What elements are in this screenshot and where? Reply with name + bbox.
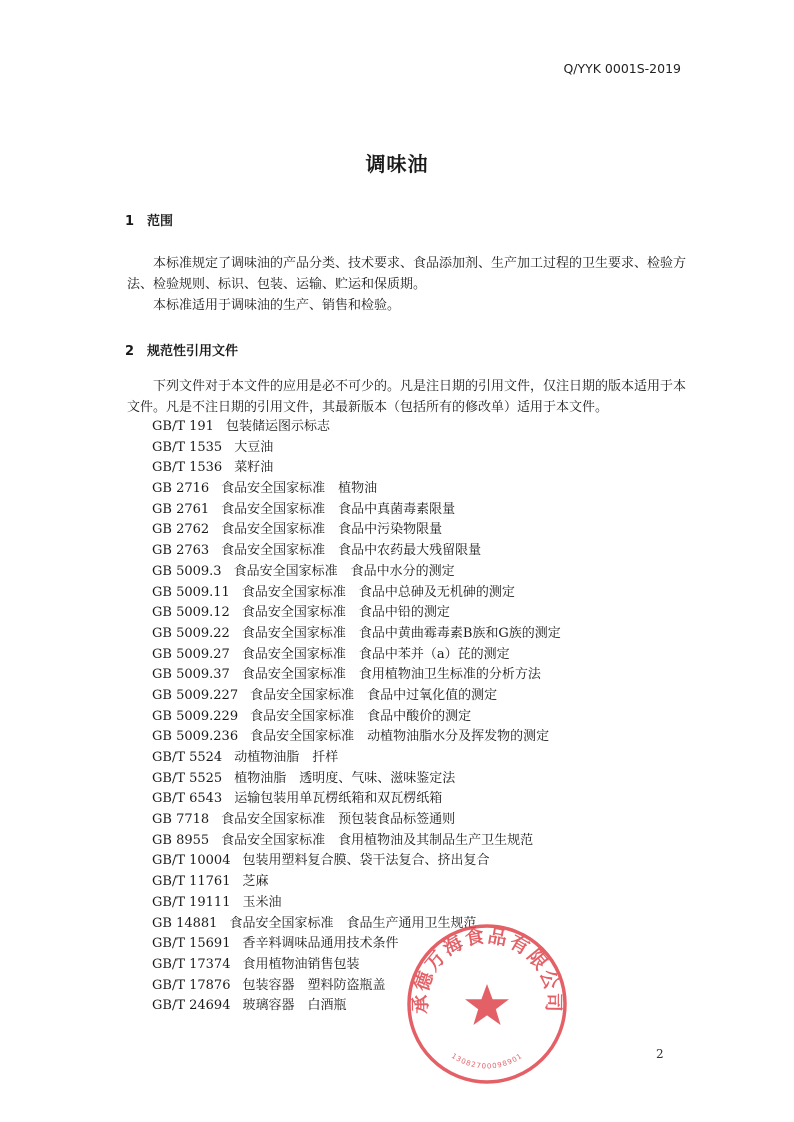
reference-code: GB 2761: [152, 501, 210, 517]
reference-code: GB 5009.236: [152, 729, 239, 745]
reference-item: [152, 851, 561, 872]
reference-item: [152, 748, 561, 769]
reference-title: 运输包装用单瓦楞纸箱和双瓦楞纸箱: [234, 791, 443, 807]
reference-item: [152, 893, 561, 914]
reference-item: [152, 769, 561, 790]
reference-code: GB/T 24694: [152, 998, 231, 1014]
reference-item: [152, 665, 561, 686]
section-heading-scope: [125, 210, 173, 229]
reference-item: [152, 645, 561, 666]
section-title: 规范性引用文件: [147, 344, 239, 359]
reference-code: GB 5009.27: [152, 646, 230, 662]
seal-code: 13082700098901: [449, 1051, 525, 1071]
reference-title: 食品安全国家标准 食品中总砷及无机砷的测定: [241, 584, 515, 600]
reference-code: GB/T 17374: [152, 956, 231, 972]
reference-title: 食品安全国家标准 食品中污染物限量: [221, 522, 443, 538]
reference-title: 食品安全国家标准 食品中真菌毒素限量: [221, 501, 456, 517]
reference-title: 食品安全国家标准 植物油: [221, 481, 378, 497]
references-intro-paragraph: 下列文件对于本文件的应用是必不可少的。凡是注日期的引用文件，仅注日期的版本适用于本文件。凡是不注日期的引用文件，其最新版本（包括所有的修改单）适用于本文件。: [127, 379, 687, 415]
reference-code: GB 2762: [152, 522, 210, 538]
section-title: 范围: [147, 214, 174, 229]
reference-title: 食品安全国家标准 食用植物油及其制品生产卫生规范: [221, 832, 534, 848]
reference-item: [152, 458, 561, 479]
reference-item: [152, 520, 561, 541]
page-number: 2: [656, 1047, 664, 1061]
reference-code: GB/T 19111: [152, 894, 231, 910]
reference-code: GB 5009.12: [152, 605, 230, 621]
reference-title: 包装容器 塑料防盗瓶盖: [242, 977, 386, 993]
reference-code: GB/T 6543: [152, 791, 223, 807]
reference-code: GB/T 1535: [152, 439, 223, 455]
reference-title: 食品安全国家标准 食品中铅的测定: [241, 605, 450, 621]
reference-code: GB 2716: [152, 481, 210, 497]
reference-code: GB 8955: [152, 832, 210, 848]
reference-code: GB 5009.22: [152, 625, 230, 641]
reference-code: GB/T 10004: [152, 853, 231, 869]
reference-item: [152, 624, 561, 645]
reference-title: 食用植物油销售包装: [242, 956, 360, 972]
reference-code: GB 7718: [152, 812, 210, 828]
reference-title: 大豆油: [234, 439, 274, 455]
reference-title: 玻璃容器 白酒瓶: [242, 998, 347, 1014]
reference-code: GB 5009.227: [152, 687, 239, 703]
reference-item: [152, 727, 561, 748]
reference-code: GB 14881: [152, 915, 218, 931]
reference-title: 食品安全国家标准 食品中水分的测定: [233, 563, 455, 579]
reference-code: GB/T 17876: [152, 977, 231, 993]
reference-code: GB 5009.3: [152, 563, 222, 579]
reference-title: 食品安全国家标准 食品中黄曲霉毒素B族和G族的测定: [241, 625, 561, 641]
reference-title: 玉米油: [242, 894, 282, 910]
company-seal: [405, 922, 569, 1086]
reference-title: 菜籽油: [234, 460, 274, 476]
reference-item: [152, 438, 561, 459]
reference-item: [152, 603, 561, 624]
reference-item: [152, 541, 561, 562]
reference-item: [152, 831, 561, 852]
reference-item: [152, 562, 561, 583]
reference-code: GB/T 1536: [152, 460, 223, 476]
reference-title: 芝麻: [242, 874, 269, 890]
reference-title: 食品安全国家标准 食品中过氧化值的测定: [250, 687, 498, 703]
reference-item: [152, 789, 561, 810]
reference-title: 食品安全国家标准 预包装食品标签通则: [221, 812, 456, 828]
reference-title: 食品安全国家标准 动植物油脂水分及挥发物的测定: [250, 729, 550, 745]
svg-text:13082700098901: [450, 1052, 524, 1071]
reference-title: 包装储运图示标志: [225, 419, 330, 434]
document-title: 调味油: [365, 152, 429, 176]
section-number: 1: [125, 214, 135, 229]
section-number: 2: [125, 344, 135, 359]
reference-item: [152, 810, 561, 831]
reference-title: 动植物油脂 扦样: [234, 750, 339, 765]
reference-code: GB/T 191: [152, 419, 214, 434]
reference-code: GB/T 5525: [152, 770, 223, 786]
reference-title: 食品安全国家标准 食用植物油卫生标准的分析方法: [241, 667, 541, 683]
reference-code: GB/T 15691: [152, 936, 231, 952]
reference-item: [152, 872, 561, 893]
scope-paragraph: 本标准规定了调味油的产品分类、技术要求、食品添加剂、生产加工过程的卫生要求、检验方法、检验规则、标识、包装、运输、贮运和保质期。: [127, 256, 687, 292]
reference-item: [152, 417, 561, 438]
scope-applicability-paragraph: 本标准适用于调味油的生产、销售和检验。: [153, 298, 401, 313]
reference-item: [152, 686, 561, 707]
reference-title: 包装用塑料复合膜、袋干法复合、挤出复合: [242, 853, 490, 869]
reference-item: [152, 479, 561, 500]
document-code: Q/YYK 0001S-2019: [563, 61, 681, 76]
star-icon: [465, 984, 509, 1025]
reference-title: 食品安全国家标准 食品中酸价的测定: [250, 708, 472, 724]
reference-code: GB/T 5524: [152, 750, 223, 765]
reference-title: 香辛料调味品通用技术条件: [242, 936, 399, 952]
reference-item: [152, 707, 561, 728]
reference-title: 食品安全国家标准 食品中农药最大残留限量: [221, 543, 482, 559]
reference-title: 食品安全国家标准 食品中苯并（a）芘的测定: [241, 646, 510, 662]
reference-code: GB 5009.229: [152, 708, 239, 724]
reference-code: GB 2763: [152, 543, 210, 559]
section-heading-normative-references: [125, 340, 238, 359]
reference-code: GB 5009.37: [152, 667, 230, 683]
reference-title: 食品安全国家标准 食品生产通用卫生规范: [229, 915, 477, 931]
reference-item: [152, 500, 561, 521]
reference-title: 植物油脂 透明度、气味、滋味鉴定法: [234, 770, 456, 786]
reference-code: GB/T 11761: [152, 874, 231, 890]
seal-text: 承德万海食品有限公司: [409, 924, 565, 1014]
reference-code: GB 5009.11: [152, 584, 230, 600]
reference-item: [152, 583, 561, 604]
